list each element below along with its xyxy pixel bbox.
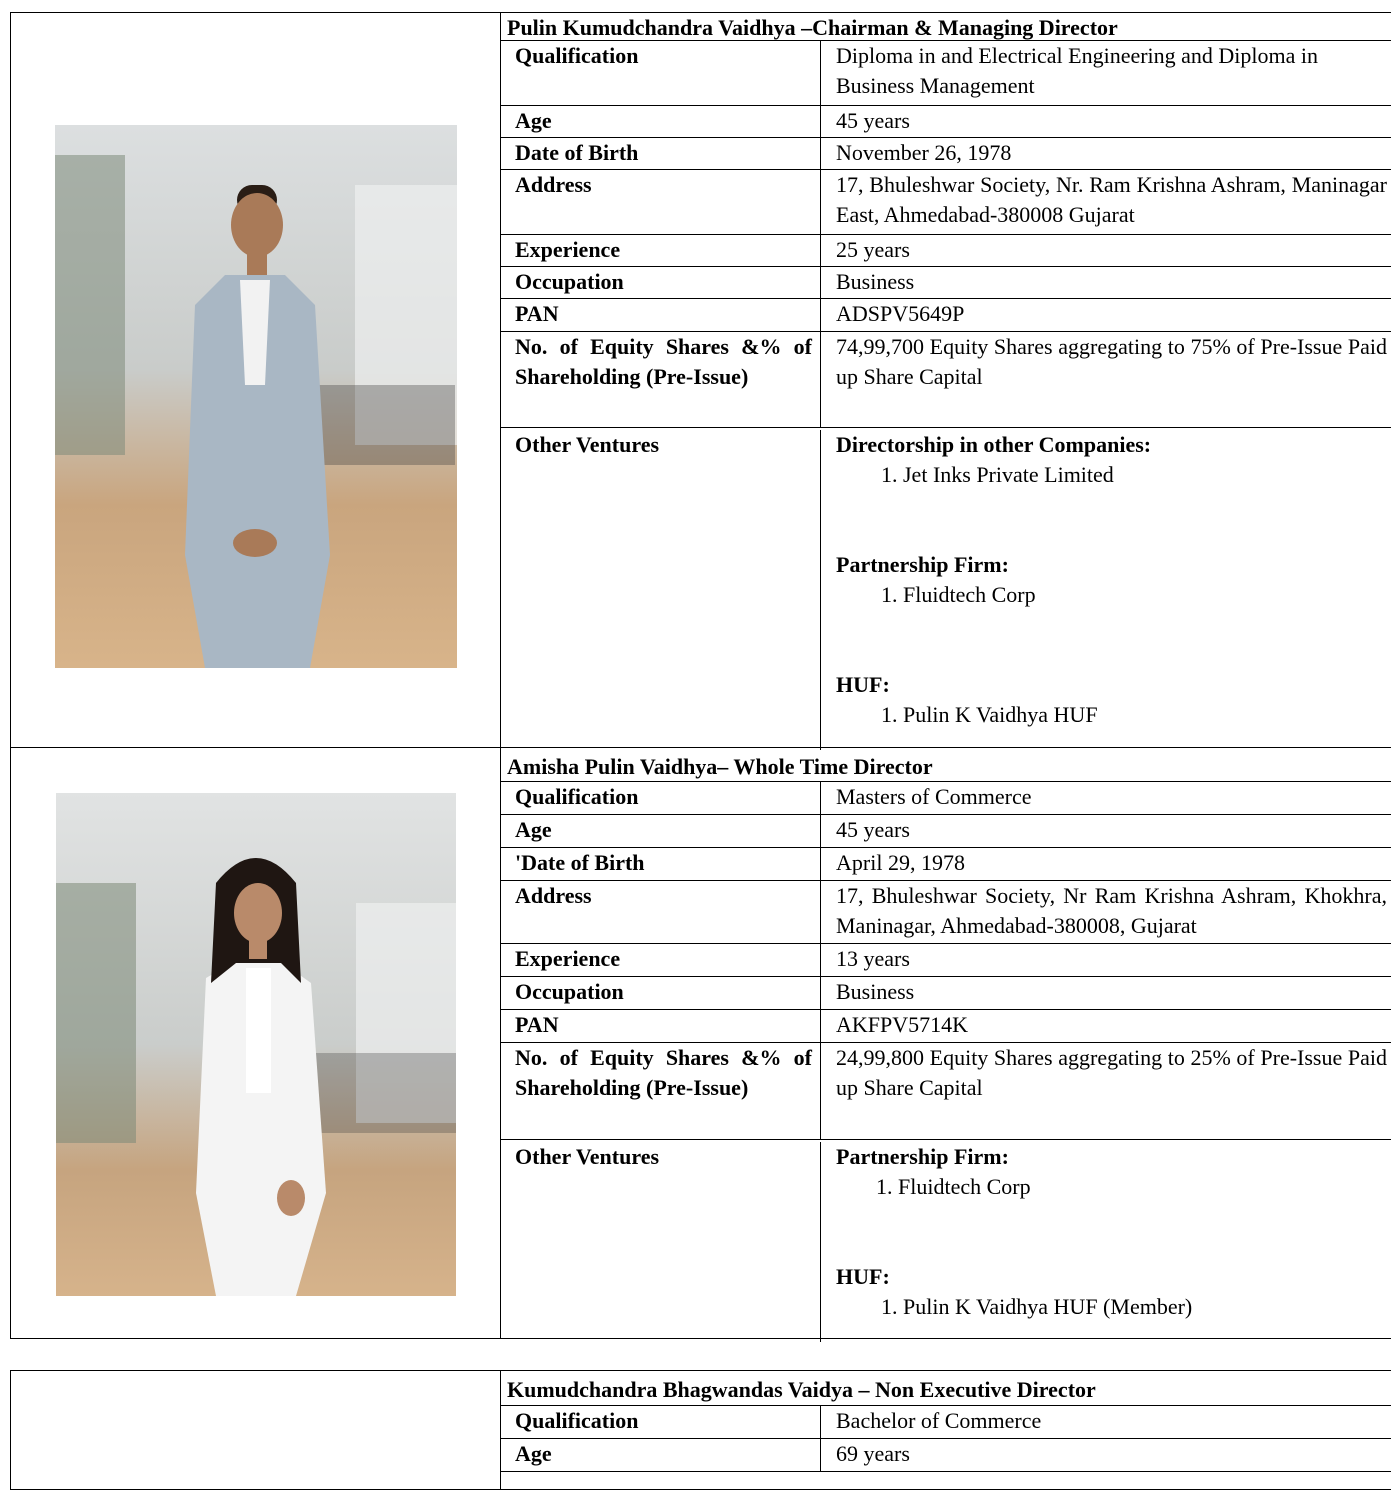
address-label: Address	[501, 881, 821, 943]
photo-cell	[11, 13, 501, 747]
dob-row	[501, 138, 1391, 170]
occupation-label: Occupation	[501, 267, 821, 298]
ventures-row	[501, 428, 1391, 750]
occupation-value: Business	[836, 269, 915, 294]
qualification-value: Diploma in and Electrical Engineering and Diploma in Business Management	[836, 43, 1319, 98]
age-value: 45 years	[836, 108, 910, 133]
directorship-item: 1. Jet Inks Private Limited	[881, 462, 1114, 487]
qualification-value: Bachelor of Commerce	[836, 1408, 1042, 1433]
age-label: Age	[501, 815, 821, 847]
experience-label: Experience	[501, 235, 821, 266]
qualification-label: Qualification	[501, 41, 821, 105]
age-label: Age	[501, 106, 821, 137]
pan-value: ADSPV5649P	[836, 301, 965, 326]
director-photo	[55, 125, 457, 668]
shares-row	[501, 332, 1391, 428]
director-info	[501, 748, 1391, 1342]
ventures-row	[501, 1140, 1391, 1342]
director-block-1	[10, 12, 1391, 748]
director-info	[501, 1371, 1391, 1472]
address-row	[501, 881, 1391, 944]
photo-cell	[11, 748, 501, 1338]
dob-label: 'Date of Birth	[501, 848, 821, 880]
pan-value: AKFPV5714K	[836, 1012, 969, 1037]
qualification-label: Qualification	[501, 1406, 821, 1438]
address-row	[501, 170, 1391, 235]
age-label: Age	[501, 1439, 821, 1471]
age-value: 69 years	[836, 1441, 910, 1466]
qualification-row	[501, 41, 1391, 106]
address-value: 17, Bhuleshwar Society, Nr. Ram Krishna Ashram, Maninagar East, Ahmedabad-380008 Gujarat	[836, 172, 1387, 227]
experience-row	[501, 235, 1391, 267]
pan-row	[501, 1010, 1391, 1043]
partnership-item: 1. Fluidtech Corp	[876, 1174, 1031, 1199]
address-value: 17, Bhuleshwar Society, Nr Ram Krishna Ashram, Khokhra, Maninagar, Ahmedabad-380008, Gujarat	[836, 883, 1387, 938]
shares-value: 74,99,700 Equity Shares aggregating to 75% of Pre-Issue Paid up Share Capital	[836, 334, 1387, 389]
experience-value: 13 years	[836, 946, 910, 971]
directorship-heading: Directorship in other Companies:	[836, 432, 1152, 457]
occupation-label: Occupation	[501, 977, 821, 1009]
director-photo	[56, 793, 456, 1296]
experience-row	[501, 944, 1391, 977]
pan-row	[501, 299, 1391, 332]
director-block-2	[10, 747, 1391, 1339]
shares-value: 24,99,800 Equity Shares aggregating to 25% of Pre-Issue Paid up Share Capital	[836, 1045, 1387, 1100]
photo-cell	[11, 1371, 501, 1489]
ventures-label: Other Ventures	[501, 430, 821, 750]
shares-label: No. of Equity Shares &% of Shareholding (Pre-Issue)	[501, 1043, 821, 1139]
ventures-value	[821, 430, 1391, 750]
director-title: Kumudchandra Bhagwandas Vaidya – Non Executive Director	[501, 1371, 1391, 1406]
dob-label: Date of Birth	[501, 138, 821, 169]
age-row	[501, 815, 1391, 848]
ventures-label: Other Ventures	[501, 1142, 821, 1342]
address-label: Address	[501, 170, 821, 234]
occupation-row	[501, 267, 1391, 299]
pan-label: PAN	[501, 1010, 821, 1042]
partnership-item: 1. Fluidtech Corp	[881, 582, 1036, 607]
huf-heading: HUF:	[836, 672, 890, 697]
qualification-row	[501, 1406, 1391, 1439]
occupation-value: Business	[836, 979, 915, 1004]
shares-label: No. of Equity Shares &% of Shareholding (Pre-Issue)	[501, 332, 821, 427]
director-title: Amisha Pulin Vaidhya– Whole Time Director	[501, 748, 1391, 782]
shares-row	[501, 1043, 1391, 1140]
qualification-row	[501, 782, 1391, 815]
age-value: 45 years	[836, 817, 910, 842]
huf-item: 1. Pulin K Vaidhya HUF (Member)	[881, 1294, 1193, 1319]
partnership-heading: Partnership Firm:	[836, 552, 1009, 577]
age-row	[501, 1439, 1391, 1472]
director-info	[501, 13, 1391, 750]
huf-item: 1. Pulin K Vaidhya HUF	[881, 702, 1098, 727]
dob-value: November 26, 1978	[836, 140, 1012, 165]
experience-value: 25 years	[836, 237, 910, 262]
occupation-row	[501, 977, 1391, 1010]
dob-row	[501, 848, 1391, 881]
partnership-heading: Partnership Firm:	[836, 1144, 1009, 1169]
director-title: Pulin Kumudchandra Vaidhya –Chairman & Managing Director	[501, 13, 1391, 41]
age-row	[501, 106, 1391, 138]
qualification-label: Qualification	[501, 782, 821, 814]
director-block-3	[10, 1370, 1391, 1490]
pan-label: PAN	[501, 299, 821, 331]
huf-heading: HUF:	[836, 1264, 890, 1289]
ventures-value	[821, 1142, 1391, 1342]
dob-value: April 29, 1978	[836, 850, 965, 875]
experience-label: Experience	[501, 944, 821, 976]
qualification-value: Masters of Commerce	[836, 784, 1032, 809]
